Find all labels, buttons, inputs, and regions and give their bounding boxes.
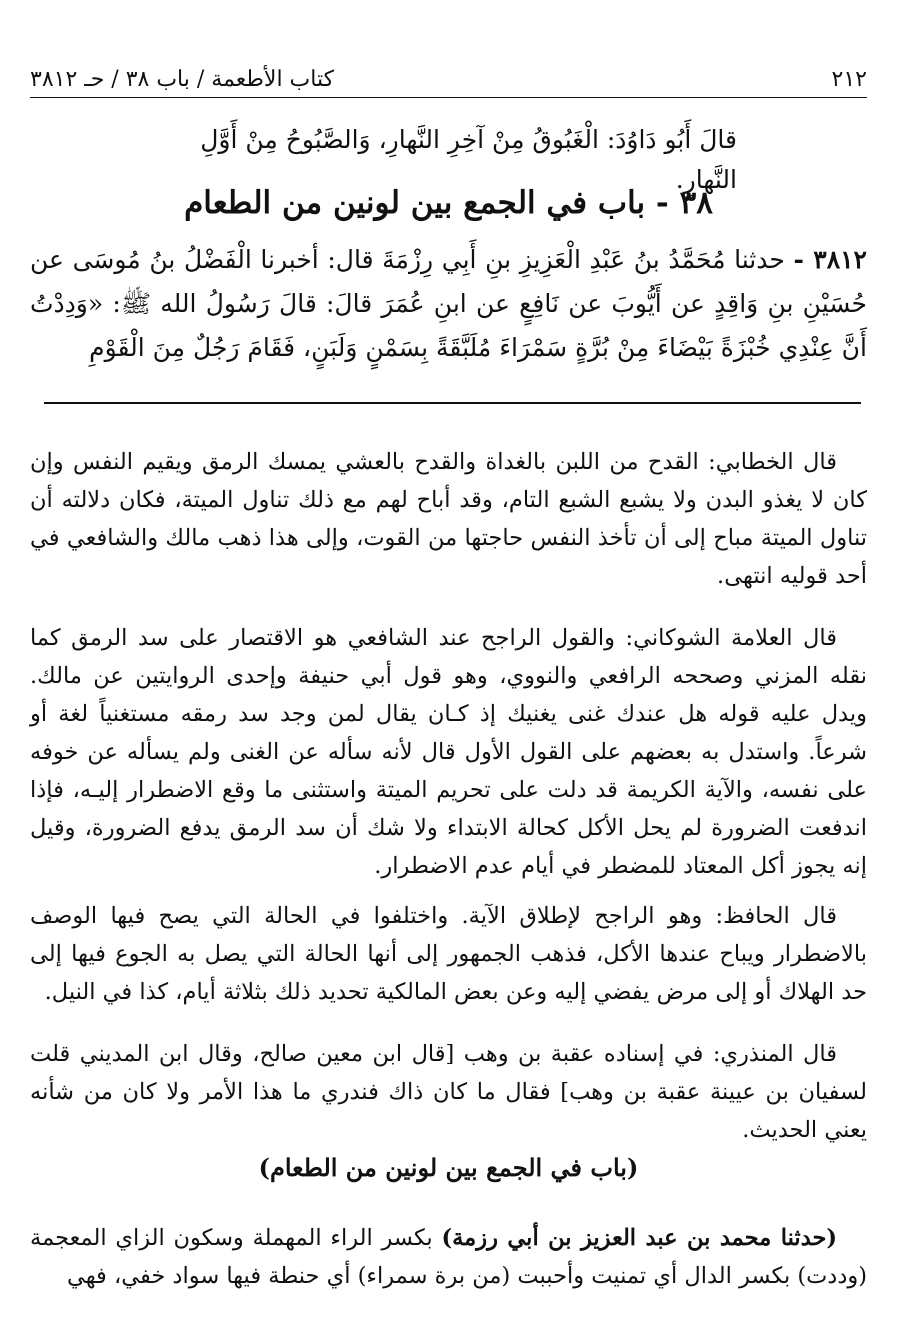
chapter-heading: ٣٨ - باب في الجمع بين لونين من الطعام — [184, 185, 713, 221]
final-paragraph-lead: (حدثنا محمد بن عبد العزيز بن أبي رزمة) — [441, 1224, 837, 1251]
commentary-shawkani: قال العلامة الشوكاني: والقول الراجح عند الشافعي هو الاقتصار على سد الرمق كما نقله المزني وصححه الرافعي والنووي، وهو قول أبي حنيفة وإحدى الروايتين عن مالك. ويدل عليه قوله هل عندك غنى يغنيك إذ كـان يقال لمن وجد سد رمقه مستغنياً لغة أو شرعاً. واستدل به بعضهم على القول الأول قال لأنه سأله عن الغنى ولم يسأله عن خوفه على نفسه، والآية الكريمة قد دلت على تحريم الميتة واستثنى ما وقع الاضطرار إليـه، فإذا اندفعت الضرورة لم يحل الأكل كحالة الابتداء ولا شك أن سد الرمق يدفع الضرورة، وقيل إنه يجوز أكل المعتاد للمضطر في أيام عدم الاضطرار. — [30, 624, 867, 879]
final-paragraph-rest: بكسر الراء المهملة وسكون الزاي المعجمة (وددت) بكسر الدال أي تمنيت وأحببت (من برة سمراء) أي حنطة فيها سواد خفي، فهي — [30, 1224, 867, 1289]
hadith-number: ٣٨١٢ - — [793, 245, 867, 274]
commentary-hafiz: قال الحافظ: وهو الراجح لإطلاق الآية. واختلفوا في الحالة التي يصح فيها الوصف بالاضطرار ويباح عندها الأكل، فذهب الجمهور إلى أنها الحالة التي يصل به الجوع فيها إلى حد الهلاك أو إلى مرض يفضي إليه وعن بعض المالكية تحديد ذلك بثلاثة أيام، كذا في النيل. — [30, 902, 867, 1005]
abu-dawud-quote: قالَ أَبُو دَاوُدَ: الْغَبُوقُ مِنْ آخِرِ النَّهارِ، وَالصَّبُوحُ مِنْ أَوَّلِ النَّهارِ. — [200, 125, 737, 194]
hadith-text — [30, 238, 867, 370]
hadith-body: حدثنا مُحَمَّدُ بنُ عَبْدِ الْعَزِيزِ بنِ أَبِي رِزْمَةَ قال: أخبرنا الْفَضْلُ بنُ مُوسَى عن حُسَيْنِ بنِ وَاقِدٍ عن أَيُّوبَ عن نَافِعٍ عن ابنِ عُمَرَ قالَ: قالَ رَسُولُ الله ﷺ: «وَدِدْتُ أَنَّ عِنْدِي خُبْزَةً بَيْضَاءَ مِنْ بُرَّةٍ سَمْرَاءَ مُلَبَّقَةً بِسَمْنٍ وَلَبَنٍ، فَقَامَ رَجُلٌ مِنَ الْقَوْمِ — [30, 245, 867, 362]
footnote-divider — [44, 402, 861, 404]
header-rule — [30, 97, 867, 98]
commentary-khattabi: قال الخطابي: القدح من اللبن بالغداة والقدح بالعشي يمسك الرمق ويقيم النفس وإن كان لا يغذو البدن ولا يشبع الشبع التام، وقد أباح لهم مع ذلك تناول الميتة، فكان دلالته أن تناول الميتة مباح إلى أن تأخذ النفس حاجتها من القوت، وإلى هذا ذهب مالك والشافعي في أحد قوليه انتهى. — [30, 448, 867, 589]
running-title: كتاب الأطعمة / باب ٣٨ / حـ ٣٨١٢ — [30, 66, 335, 92]
page-header — [30, 62, 867, 96]
commentary-final-paragraph — [30, 1219, 867, 1295]
commentary-sub-heading: (باب في الجمع بين لونين من الطعام) — [258, 1153, 639, 1182]
page-number: ٢١٢ — [831, 66, 867, 92]
commentary-mundhiri: قال المنذري: في إسناده عقبة بن وهب [قال ابن معين صالح، وقال ابن المديني قلت لسفيان بن عيينة عقبة بن وهب] فقال ما كان ذاك فندري ما هذا الأمر ولا كان من شأنه يعني الحديث. — [30, 1040, 867, 1143]
